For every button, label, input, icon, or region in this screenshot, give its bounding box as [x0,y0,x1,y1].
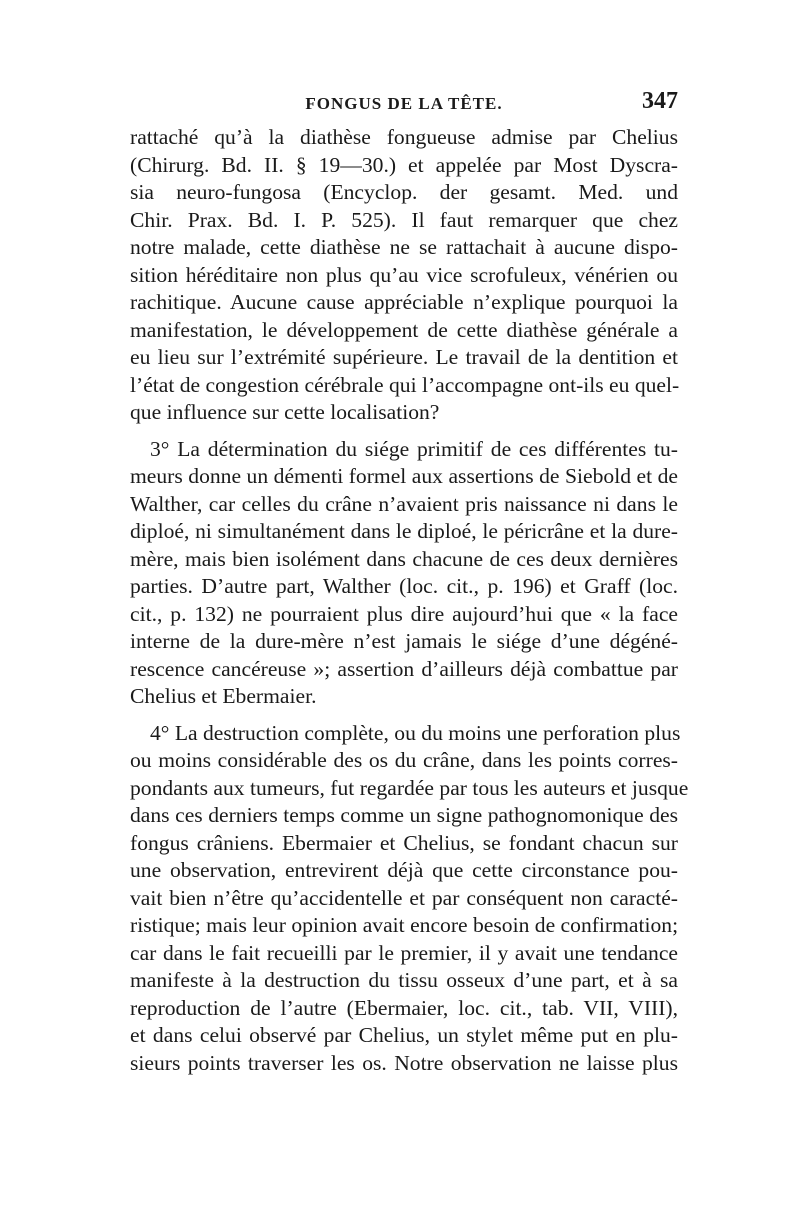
text-line: Chir. Prax. Bd. I. P. 525). Il faut remarquer que chez [130,207,678,232]
text-line: diploé, ni simultanément dans le diploé, le péricrâne et la dure- [130,519,678,543]
text-line: interne de la dure-mère n’est jamais le siége d’une dégéné- [130,629,678,653]
text-line: fongus crâniens. Ebermaier et Chelius, se fondant chacun sur [130,830,678,855]
paragraph-gap [130,427,678,436]
text-line: notre malade, cette diathèse ne se rattachait à aucune dispo- [130,235,678,259]
text-line: parties. D’autre part, Walther (loc. cit., p. 196) et Graff (loc. [130,574,678,598]
text-line: 4° La destruction complète, ou du moins une perforation plus [150,720,681,745]
page-number: 347 [642,88,678,114]
text-line: pondants aux tumeurs, fut regardée par tous les auteurs et jusque [130,775,689,800]
paragraph-gap [130,711,678,720]
running-title: FONGUS DE LA TÊTE. [305,94,503,113]
text-line: rachitique. Aucune cause appréciable n’explique pourquoi la [130,290,678,314]
text-line: ristique; mais leur opinion avait encore besoin de confirmation; [130,913,679,937]
paragraph-2 [130,436,678,711]
text-line: Walther, car celles du crâne n’avaient pris naissance ni dans le [130,491,678,516]
text-line: Chelius et Ebermaier. [130,684,317,708]
text-line: dans ces derniers temps comme un signe pathognomonique des [130,803,678,827]
page-header [130,88,678,124]
text-line: une observation, entrevirent déjà que cette circonstance pou- [130,858,678,882]
text-line: sieurs points traverser les os. Notre observation ne laisse plus [130,1050,678,1075]
text-line: cit., p. 132) ne pourraient plus dire aujourd’hui que « la face [130,601,678,626]
text-line: ou moins considérable des os du crâne, dans les points corres- [130,748,678,772]
text-line: (Chirurg. Bd. II. § 19—30.) et appelée par Most Dyscra- [130,152,678,177]
text-line: 3° La détermination du siége primitif de ces différentes tu- [150,436,678,461]
paragraph-1 [130,124,678,427]
text-line: reproduction de l’autre (Ebermaier, loc. cit., tab. VII, VIII), [130,995,678,1020]
text-line: sition héréditaire non plus qu’au vice scrofuleux, vénérien ou [130,262,678,287]
text-line: vait bien n’être qu’accidentelle et par conséquent non caracté- [130,885,678,910]
text-line: manifestation, le développement de cette diathèse générale a [130,317,678,342]
text-line: et dans celui observé par Chelius, un stylet même put en plu- [130,1023,678,1047]
text-line: manifeste à la destruction du tissu osseux d’une part, et à sa [130,968,678,992]
body-text [130,124,689,1077]
paragraph-3 [130,720,689,1078]
text-line: eu lieu sur l’extrémité supérieure. Le travail de la dentition et [130,345,678,369]
text-line: rattaché qu’à la diathèse fongueuse admise par Chelius [130,125,678,149]
text-line: que influence sur cette localisation? [130,400,440,424]
text-line: l’état de congestion cérébrale qui l’accompagne ont-ils eu quel- [130,372,680,397]
text-line: mère, mais bien isolément dans chacune de ces deux dernières [130,546,678,571]
text-line: rescence cancéreuse »; assertion d’ailleurs déjà combattue par [130,656,678,681]
text-line: meurs donne un démenti formel aux assertions de Siebold et de [130,464,678,488]
text-line: car dans le fait recueilli par le premier, il y avait une tendance [130,940,678,965]
text-line: sia neuro-fungosa (Encyclop. der gesamt. Med. und [130,180,678,204]
